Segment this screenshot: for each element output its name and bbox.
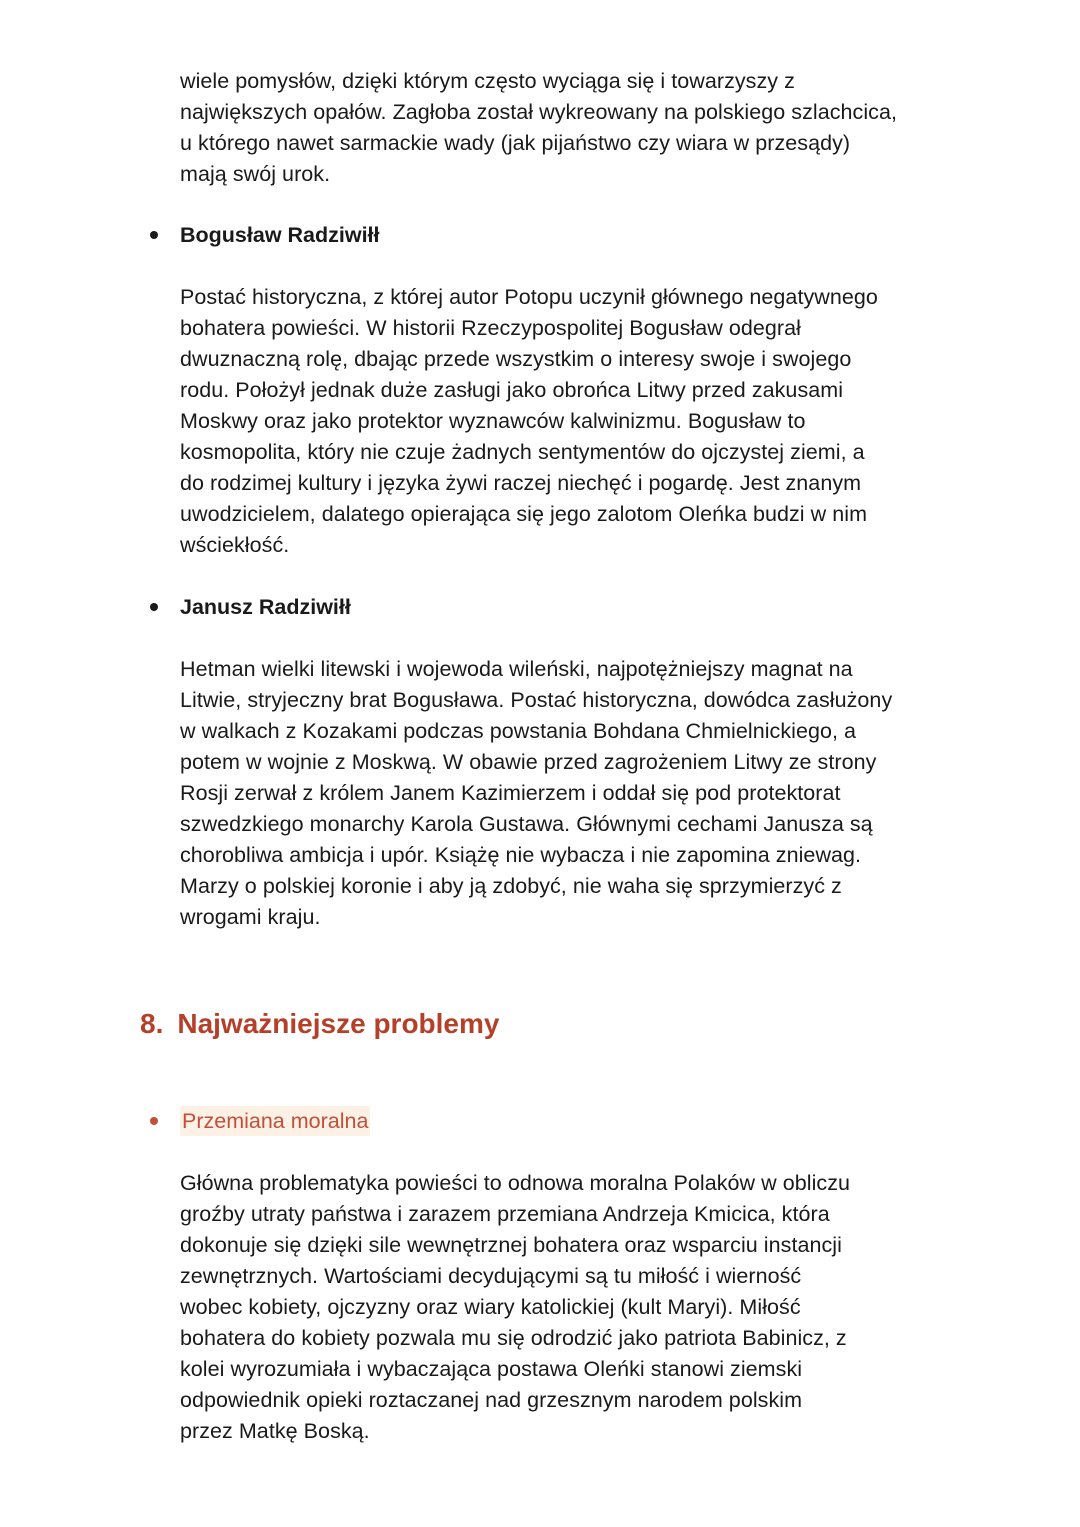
character-bullet-boguslaw xyxy=(150,220,380,250)
text-line: szwedzkiego monarchy Karola Gustawa. Głównymi cechami Janusza są xyxy=(180,812,873,836)
problem-description-przemiana xyxy=(180,1168,970,1447)
text-line: mają swój urok. xyxy=(180,162,331,186)
text-line: największych opałów. Zagłoba został wykreowany na polskiego szlachcica, xyxy=(180,100,897,124)
text-line: Rosji zerwał z królem Janem Kazimierzem i oddał się pod protektorat xyxy=(180,781,841,805)
text-line: wiele pomysłów, dzięki którym często wyciąga się i towarzyszy z xyxy=(180,69,795,93)
text-line: wobec kobiety, ojczyzny oraz wiary katolickiej (kult Maryi). Miłość xyxy=(180,1295,801,1319)
text-line: Moskwy oraz jako protektor wyznawców kalwinizmu. Bogusław to xyxy=(180,409,806,433)
text-line: do rodzimej kultury i języka żywi raczej niechęć i pogardę. Jest znanym xyxy=(180,471,862,495)
section-title: Najważniejsze problemy xyxy=(177,1008,500,1039)
text-line: zewnętrznych. Wartościami decydującymi są tu miłość i wierność xyxy=(180,1264,802,1288)
section-number: 8. xyxy=(140,1008,164,1039)
text-line: kosmopolita, który nie czuje żadnych sentymentów do ojczystej ziemi, a xyxy=(180,440,865,464)
text-line: Litwie, stryjeczny brat Bogusława. Postać historyczna, dowódca zasłużony xyxy=(180,688,893,712)
text-line: groźby utraty państwa i zarazem przemiana Andrzeja Kmicica, która xyxy=(180,1202,830,1226)
text-line: u którego nawet sarmackie wady (jak pijaństwo czy wiara w przesądy) xyxy=(180,131,851,155)
text-line: dwuznaczną rolę, dbając przede wszystkim o interesy swoje i swojego xyxy=(180,347,852,371)
text-line: Postać historyczna, z której autor Potopu uczynił głównego negatywnego xyxy=(180,285,878,309)
text-line: bohatera powieści. W historii Rzeczypospolitej Bogusław odegrał xyxy=(180,316,801,340)
text-line: Główna problematyka powieści to odnowa moralna Polaków w obliczu xyxy=(180,1171,851,1195)
text-line: chorobliwa ambicja i upór. Książę nie wybacza i nie zapomina zniewag. xyxy=(180,843,862,867)
text-line: odpowiednik opieki roztaczanej nad grzesznym narodem polskim xyxy=(180,1388,803,1412)
text-line: potem w wojnie z Moskwą. W obawie przed zagrożeniem Litwy ze strony xyxy=(180,750,877,774)
character-name: Bogusław Radziwiłł xyxy=(180,223,380,247)
intro-paragraph xyxy=(180,66,970,190)
problem-name: Przemiana moralna xyxy=(180,1106,370,1136)
text-line: wściekłość. xyxy=(180,533,290,557)
character-description-janusz xyxy=(180,654,970,933)
bullet-icon xyxy=(150,231,158,239)
character-bullet-janusz xyxy=(150,592,351,622)
text-line: uwodzicielem, dalatego opierająca się jego zalotom Oleńka budzi w nim xyxy=(180,502,868,526)
character-name: Janusz Radziwiłł xyxy=(180,595,351,619)
text-line: wrogami kraju. xyxy=(180,905,321,929)
text-line: w walkach z Kozakami podczas powstania Bohdana Chmielnickiego, a xyxy=(180,719,857,743)
text-line: kolei wyrozumiała i wybaczająca postawa Oleńki stanowi ziemski xyxy=(180,1357,803,1381)
text-line: bohatera do kobiety pozwala mu się odrodzić jako patriota Babinicz, z xyxy=(180,1326,847,1350)
problem-bullet-przemiana xyxy=(150,1106,370,1136)
text-line: przez Matkę Boską. xyxy=(180,1419,370,1443)
section-heading xyxy=(140,1004,499,1044)
bullet-icon xyxy=(150,603,158,611)
text-line: Hetman wielki litewski i wojewoda wileński, najpotężniejszy magnat na xyxy=(180,657,853,681)
character-description-boguslaw xyxy=(180,282,970,561)
text-line: Marzy o polskiej koronie i aby ją zdobyć, nie waha się sprzymierzyć z xyxy=(180,874,842,898)
bullet-icon xyxy=(150,1117,158,1125)
text-line: dokonuje się dzięki sile wewnętrznej bohatera oraz wsparciu instancji xyxy=(180,1233,842,1257)
text-line: rodu. Położył jednak duże zasługi jako obrońca Litwy przed zakusami xyxy=(180,378,844,402)
